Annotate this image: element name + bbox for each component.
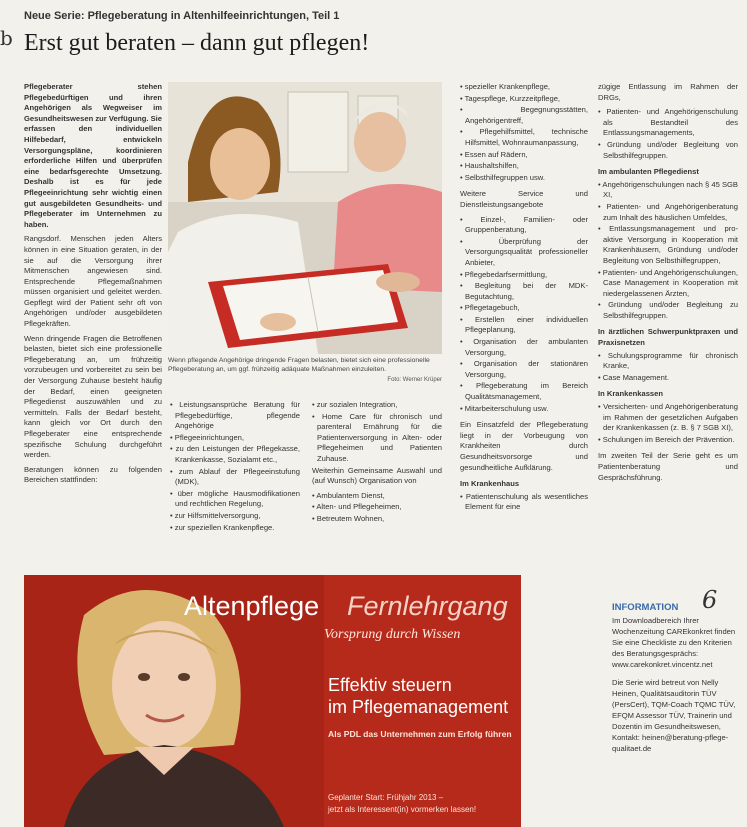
list-item: • zum Ablauf der Pflegeeinstufung (MDK),: [170, 466, 300, 487]
list-item: • Entlassungsmanagement und pro-aktive Versorgung in Kooperation mit Krankenhäusern, Gründung und/oder Begleitung von Selbsthilfegruppen,: [598, 224, 738, 265]
list-item: • Essen auf Rädern,: [460, 149, 528, 159]
list-item: • Organisation der ambulanten Versorgung,: [460, 337, 588, 357]
column-3: [312, 400, 442, 526]
column-5: [598, 82, 738, 487]
series-note: Im zweiten Teil der Serie geht es um Patientenberatung und Gesprächsführung.: [598, 451, 738, 482]
photo-caption: Wenn pflegende Angehörige dringende Fragen belasten, bietet sich eine professionelle Pflegeberatung an, um ggf. frühzeitig adäquate Maßnahmen einzuleiten.: [168, 357, 430, 373]
list-item: • Gründung und/oder Begleitung zu Selbsthilfegruppen.: [598, 300, 738, 320]
page-number: 6: [702, 586, 718, 614]
list-item: • Begleitung bei der MDK-Begutachtung,: [460, 281, 588, 301]
bullet-list: [460, 492, 588, 513]
handwritten-mark: b: [0, 26, 13, 50]
list-item: • Mitarbeiterschulung usw.: [460, 403, 549, 413]
info-paragraph: Die Serie wird betreut von Nelly Heinen, Qualitätsauditorin TÜV (PersCert), TQM-Coach TQMC TÜV, EFQM Assessor TÜV, Trainerin und Dozentin im Gesundheitswesen, Kontakt: heinen@beratung-pflege-qualitaet.de: [612, 678, 736, 753]
subheading: Im Krankenhaus: [460, 479, 520, 489]
list-item: • Patientenschulung als wesentliches Element für eine: [460, 491, 588, 512]
ad-subtitle: Vorsprung durch Wissen: [324, 627, 461, 642]
list-item: • Patienten- und Angehörigenschulungen, Case Management in Kooperation mit niedergelassenen Ärzten,: [598, 267, 738, 298]
list-item: • Pflegebedarfsermittlung,: [460, 269, 548, 279]
list-item: • Schulungsprogramme für chronisch Kranke,: [598, 350, 738, 371]
info-body: [612, 615, 742, 754]
list-item: • spezieller Krankenpflege,: [460, 82, 551, 91]
ad-headline: Effektiv steuern: [328, 675, 452, 695]
list-item: • Erstellen einer individuellen Pflegeplanung,: [460, 314, 588, 335]
bullet-list: [312, 400, 442, 465]
list-item: • Patienten- und Angehörigenberatung zum Inhalt des häuslichen Umfeldes,: [598, 201, 738, 222]
list-item: • Betreutem Wohnen,: [312, 513, 385, 523]
list-item: • Überprüfung der Versorgungsqualität professioneller Anbieter,: [460, 236, 588, 267]
article-title: Erst gut beraten – dann gut pflegen!: [24, 30, 370, 56]
subheading: In Krankenkassen: [598, 389, 663, 399]
list-item: • Organisation der stationären Versorgung,: [460, 359, 588, 379]
ad-title-accent: Fernlehrgang: [347, 591, 508, 621]
ad-start-date: Geplanter Start: Frühjahr 2013 –: [328, 793, 444, 802]
list-item: • Versicherten- und Angehörigenberatung im Rahmen der gesetzlichen Aufgaben der Krankenkassen (z. B. § 7 SGB XI),: [598, 402, 738, 433]
info-box: [612, 602, 742, 761]
list-item: • Ambulantem Dienst,: [312, 490, 385, 500]
list-item: • zur Hilfsmittelversorgung,: [170, 510, 261, 520]
ad-headline: im Pflegemanagement: [328, 697, 509, 717]
list-item: • Schulungen im Bereich der Prävention.: [598, 434, 735, 444]
series-kicker: Neue Serie: Pflegeberatung in Altenhilfeeinrichtungen, Teil 1: [24, 10, 340, 22]
bullet-list: [460, 82, 588, 183]
ad-tagline: Als PDL das Unternehmen zum Erfolg führen: [328, 729, 512, 739]
info-paragraph: Im Downloadbereich Ihrer Wochenzeitung CAREkonkret finden Sie eine Checkliste zu den Kriterien des Beratungsgesprächs: www.carekonkret.vincentz.net: [612, 616, 736, 669]
list-item: • Angehörigenschulungen nach § 45 SGB XI,: [598, 179, 738, 200]
list-item: • zur sozialen Integration,: [312, 400, 398, 409]
paragraph: Weiterhin Gemeinsame Auswahl und (auf Wunsch) Organisation von: [312, 465, 442, 486]
list-item: • Tagespflege, Kurzzeitpflege,: [460, 93, 561, 103]
bullet-list: [460, 215, 588, 415]
list-item: • über mögliche Hausmodifikationen und rechtlichen Regelung,: [170, 488, 300, 509]
photo-credit: Foto: Werner Krüper: [387, 377, 442, 383]
photo-illustration: [168, 82, 442, 354]
bullet-list: [598, 402, 738, 445]
list-item: • Haushaltshilfen,: [460, 161, 519, 171]
subheading: Im ambulanten Pflegedienst: [598, 167, 699, 177]
list-item: • Alten- und Pflegeheimen,: [312, 502, 402, 512]
paragraph: zügige Entlassung im Rahmen der DRGs,: [598, 82, 738, 102]
paragraph: Beratungen können zu folgenden Bereichen stattfinden:: [24, 464, 162, 485]
bullet-list: [598, 107, 738, 161]
list-item: • Home Care für chronisch und parenteral Ernährung für die Patientenversorgung in Alten- oder Pflegeheimen und Patienten Zuhause.: [312, 411, 442, 463]
paragraph: Rangsdorf. Menschen jeden Alters können in eine Situation geraten, in der sie auf die Versorgung ihrer Mitmenschen angewiesen sind. Entsprechende Pflegemaßnahmen müssen organisiert und geleitet werden. Gepflegt wird der Patient sehr oft von Angehörigen und/oder ausgebildeten Pflegekräften.: [24, 234, 162, 329]
list-item: • Pflegetagebuch,: [460, 303, 520, 313]
list-item: • Selbsthilfegruppen usw.: [460, 172, 545, 182]
lead-paragraph: Pflegeberater stehen Pflegebedürftigen und ihren Angehörigen als Wegweiser im Gesundheitswesen zur Verfügung. Sie erfassen den individuellen Hilfebedarf, entwickeln Versorgungspläne, koordinieren erforderliche Hilfen und überprüfen eine bedarfsgerechte Umsetzung. Deshalb ist es für jede Pflegeeinrichtung sehr wichtig einen gut ausgebildeten Gesundheits- und Pflegeberater im Unternehmen zu haben.: [24, 82, 162, 229]
paragraph: Wenn dringende Fragen die Betroffenen belasten, bietet sich eine professionelle Pflegeberatung an, um frühzeitig vorzubeugen und vorbereitet zu sein bei der Versorgung Zuhause besteht häufig der Bedarf, einen geeigneten Pflegedienst auszuwählen und zu vermitteln. Falls der Bedarf besteht, kann gleich vor Ort durch den Pflegeberater eine entsprechende spezifische Schulung durchgeführt werden.: [24, 333, 162, 460]
list-item: • Pflegeberatung im Bereich Qualitätsmanagement,: [460, 381, 588, 402]
list-item: • Case Management.: [598, 372, 670, 382]
info-heading: INFORMATION: [612, 602, 679, 613]
subheading: In ärztlichen Schwerpunktpraxen und Praxisnetzen: [598, 327, 738, 348]
column-4: [460, 82, 588, 514]
paragraph: Ein Einsatzfeld der Pflegeberatung liegt in der Vorbeugung von Krankheiten durch Gesundheitsvorsorge und gesundheitliche Aufklärung.: [460, 420, 588, 472]
article-photo: [168, 82, 442, 354]
paragraph: Weitere Service und Dienstleistungsangebote: [460, 189, 588, 209]
list-item: • Begegnungsstätten, Angehörigentreff,: [460, 105, 588, 125]
list-item: • Einzel-, Familien- oder Gruppenberatung,: [460, 214, 588, 235]
list-item: • Pflegehilfsmittel, technische Hilfsmittel, Wohnraumanpassung,: [460, 127, 588, 147]
list-item: • Patienten- und Angehörigenschulung als Bestandteil des Entlassungsmanagements,: [598, 107, 738, 138]
ad-call-to-action[interactable]: jetzt als Interessent(in) vormerken lassen!: [328, 805, 477, 814]
list-item: • zur speziellen Krankenpflege.: [170, 522, 275, 532]
column-1: [24, 82, 162, 490]
bullet-list: [312, 491, 442, 525]
bullet-list: [598, 180, 738, 322]
list-item: • zu den Leistungen der Pflegekasse, Krankenkasse, Sozialamt etc.,: [170, 444, 300, 464]
bullet-list: [598, 351, 738, 384]
list-item: • Pflegeeinrichtungen,: [170, 432, 245, 442]
ad-title-main: Altenpflege: [184, 591, 320, 621]
list-item: • Gründung und/oder Begleitung von Selbsthilfegruppen.: [598, 139, 738, 160]
bullet-list: [170, 400, 300, 533]
column-2: [170, 400, 300, 534]
advertisement[interactable]: [24, 575, 521, 827]
list-item: • Leistungsansprüche Beratung für Pflegebedürftige, pflegende Angehörige: [170, 400, 300, 431]
